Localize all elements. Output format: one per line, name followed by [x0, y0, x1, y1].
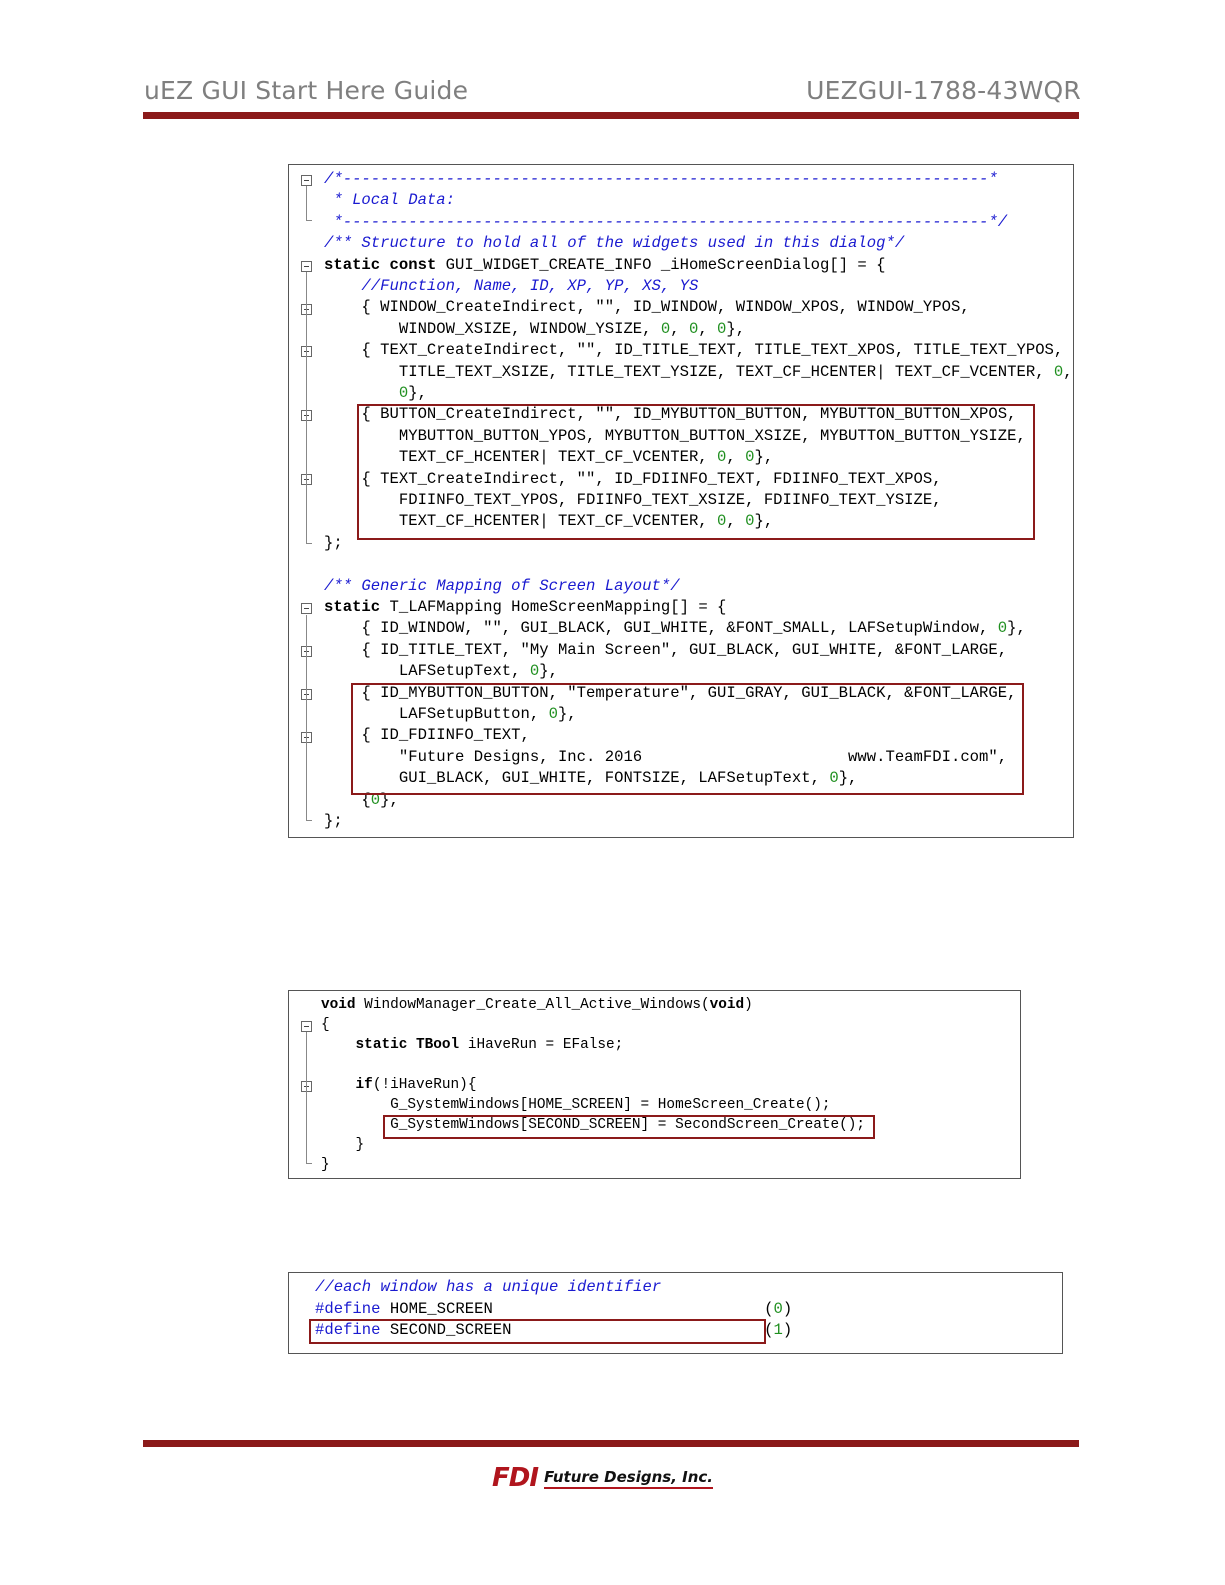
- code-line: { ID_MYBUTTON_BUTTON, "Temperature", GUI_GRAY, GUI_BLACK, &FONT_LARGE,: [324, 683, 1017, 702]
- highlight-box-second-screen-create: [383, 1115, 875, 1139]
- code-line: LAFSetupButton, 0},: [324, 705, 577, 723]
- code-line: GUI_BLACK, GUI_WHITE, FONTSIZE, LAFSetupText, 0},: [324, 769, 858, 788]
- fold-guide-end: [306, 543, 312, 544]
- fold-toggle-icon[interactable]: [301, 603, 312, 614]
- code-line: LAFSetupText, 0},: [324, 662, 558, 681]
- highlight-box-second-screen-define: [309, 1319, 766, 1344]
- code-line: TEXT_CF_HCENTER| TEXT_CF_VCENTER, 0, 0},: [324, 448, 774, 467]
- code-line: {0},: [324, 790, 399, 809]
- fold-guide-end: [306, 220, 312, 221]
- code-line: { ID_FDIINFO_TEXT,: [324, 726, 530, 745]
- code-line: /** Structure to hold all of the widgets used in this dialog*/: [324, 234, 905, 253]
- logo-text: Future Designs, Inc.: [544, 1468, 713, 1489]
- code-line: MYBUTTON_BUTTON_YPOS, MYBUTTON_BUTTON_XSIZE, MYBUTTON_BUTTON_YSIZE,: [324, 426, 1026, 445]
- logo-mark: FDI: [492, 1463, 539, 1493]
- code-line: {: [321, 1017, 330, 1033]
- company-logo: [492, 1463, 713, 1493]
- code-line: }: [321, 1137, 365, 1153]
- fold-toggle-icon[interactable]: [301, 1021, 312, 1032]
- code-line: G_SystemWindows[SECOND_SCREEN] = SecondScreen_Create();: [321, 1117, 866, 1133]
- code-line: TITLE_TEXT_XSIZE, TITLE_TEXT_YSIZE, TEXT_CF_HCENTER| TEXT_CF_VCENTER, 0,: [324, 362, 1073, 381]
- code-line: //Function, Name, ID, XP, YP, XS, YS: [324, 277, 699, 295]
- code-line: }: [321, 1157, 330, 1173]
- code-line: { ID_WINDOW, "", GUI_BLACK, GUI_WHITE, &FONT_SMALL, LAFSetupWindow, 0},: [324, 619, 1026, 638]
- code-line: };: [324, 533, 343, 552]
- code-line: { BUTTON_CreateIndirect, "", ID_MYBUTTON_BUTTON, MYBUTTON_BUTTON_XPOS,: [324, 405, 1017, 424]
- code-line: #define HOME_SCREEN (0): [315, 1299, 793, 1318]
- code-line: G_SystemWindows[HOME_SCREEN] = HomeScreen_Create();: [321, 1097, 831, 1113]
- header-model: UEZGUI-1788-43WQR: [806, 76, 1081, 105]
- code-line: /*---------------------------------------------------------------------*: [324, 170, 998, 188]
- code-line: WINDOW_XSIZE, WINDOW_YSIZE, 0, 0, 0},: [324, 319, 746, 338]
- code-line: { TEXT_CreateIndirect, "", ID_FDIINFO_TEXT, FDIINFO_TEXT_XPOS,: [324, 469, 942, 488]
- fold-toggle-icon[interactable]: [301, 175, 312, 186]
- code-line: /** Generic Mapping of Screen Layout*/: [324, 576, 680, 595]
- code-panel-defines: [288, 1272, 1063, 1354]
- fold-guide-line: [306, 272, 307, 543]
- footer-rule: [143, 1440, 1079, 1447]
- header-title: uEZ GUI Start Here Guide: [144, 76, 469, 105]
- code-line: static TBool iHaveRun = EFalse;: [355, 1037, 624, 1053]
- code-line: *---------------------------------------------------------------------*/: [324, 212, 1008, 231]
- code-line: static const GUI_WIDGET_CREATE_INFO _iHomeScreenDialog[] = {: [324, 255, 886, 274]
- code-panel-window-manager: [288, 990, 1021, 1179]
- fold-guide-end: [306, 1163, 312, 1164]
- fold-guide-line: [306, 1032, 307, 1163]
- code-line: };: [324, 812, 343, 830]
- code-line: { WINDOW_CreateIndirect, "", ID_WINDOW, WINDOW_XPOS, WINDOW_YPOS,: [324, 298, 970, 317]
- fold-guide-end: [306, 820, 312, 821]
- code-line: if(!iHaveRun){: [355, 1077, 477, 1093]
- code-line: void WindowManager_Create_All_Active_Windows(void): [321, 997, 753, 1013]
- fold-toggle-icon[interactable]: [301, 261, 312, 272]
- code-line: { ID_TITLE_TEXT, "My Main Screen", GUI_BLACK, GUI_WHITE, &FONT_LARGE,: [324, 640, 1008, 659]
- highlight-box-mapping-entries: [351, 683, 1024, 795]
- code-line: * Local Data:: [324, 191, 456, 210]
- code-line: static T_LAFMapping HomeScreenMapping[] = {: [324, 598, 727, 616]
- code-line: #define SECOND_SCREEN (1): [315, 1321, 793, 1339]
- code-panel-widgets: [288, 164, 1074, 838]
- fold-guide-line: [306, 186, 307, 220]
- highlight-box-widget-entries: [357, 404, 1035, 540]
- code-line: FDIINFO_TEXT_YPOS, FDIINFO_TEXT_XSIZE, FDIINFO_TEXT_YSIZE,: [324, 491, 942, 509]
- code-line: //each window has a unique identifier: [315, 1278, 662, 1296]
- code-line: 0},: [398, 384, 427, 402]
- code-line: TEXT_CF_HCENTER| TEXT_CF_VCENTER, 0, 0},: [324, 512, 774, 531]
- header-rule: [143, 112, 1079, 119]
- fold-guide-line: [306, 615, 307, 820]
- code-line: { TEXT_CreateIndirect, "", ID_TITLE_TEXT, TITLE_TEXT_XPOS, TITLE_TEXT_YPOS,: [324, 341, 1064, 360]
- code-line: "Future Designs, Inc. 2016 www.TeamFDI.com",: [324, 747, 1008, 766]
